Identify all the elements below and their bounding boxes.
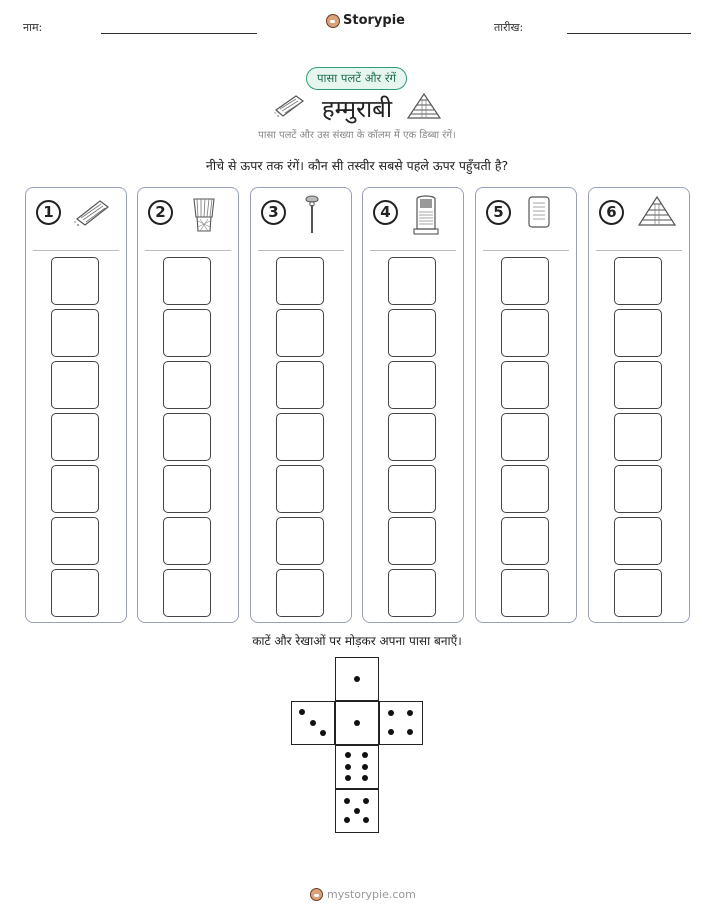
page-subtitle: पासा पलटें और उस संख्या के कॉलम में एक डिब्बा रंगें। (258, 130, 456, 141)
column-3 (250, 187, 352, 623)
dice-pip (345, 775, 351, 781)
color-box[interactable] (51, 413, 99, 461)
color-box[interactable] (501, 361, 549, 409)
dice-pip (354, 676, 360, 682)
dice-face-1 (335, 701, 379, 745)
color-box[interactable] (51, 257, 99, 305)
color-box[interactable] (163, 517, 211, 565)
color-box[interactable] (614, 413, 662, 461)
color-box[interactable] (51, 361, 99, 409)
column-number: 3 (261, 200, 286, 225)
color-box[interactable] (614, 465, 662, 513)
dice-face-5 (335, 789, 379, 833)
dice-pip (344, 817, 350, 823)
brand-logo (326, 13, 405, 28)
scepter-icon (297, 193, 327, 241)
color-box[interactable] (51, 309, 99, 357)
color-box[interactable] (163, 569, 211, 617)
date-label: तारीख: (494, 21, 524, 34)
color-box[interactable] (388, 465, 436, 513)
dice-pip (345, 764, 351, 770)
color-box[interactable] (276, 517, 324, 565)
dice-pip (388, 710, 394, 716)
color-box[interactable] (614, 517, 662, 565)
color-box[interactable] (163, 309, 211, 357)
dice-pip (320, 730, 326, 736)
dice-pip (299, 709, 305, 715)
column-header (486, 200, 511, 225)
column-divider (33, 250, 119, 251)
instruction-text: नीचे से ऊपर तक रंगें। कौन सी तस्वीर सबसे पहले ऊपर पहुँचती है? (205, 158, 509, 173)
color-box[interactable] (614, 257, 662, 305)
color-box[interactable] (501, 465, 549, 513)
ziggurat-icon (406, 92, 442, 122)
column-divider (258, 250, 344, 251)
dice-pip (354, 808, 360, 814)
dice-face-4 (379, 701, 423, 745)
color-box[interactable] (276, 309, 324, 357)
column-number: 2 (148, 200, 173, 225)
column-5 (475, 187, 577, 623)
color-box[interactable] (276, 413, 324, 461)
column-4 (362, 187, 464, 623)
color-box[interactable] (501, 413, 549, 461)
column-1 (25, 187, 127, 623)
color-box[interactable] (276, 465, 324, 513)
column-header (148, 200, 173, 225)
color-box[interactable] (163, 257, 211, 305)
dice-pip (407, 729, 413, 735)
color-box[interactable] (388, 309, 436, 357)
dice-pip (345, 752, 351, 758)
column-header (36, 200, 61, 225)
color-box[interactable] (614, 309, 662, 357)
column-2 (137, 187, 239, 623)
cut-instruction: काटें और रेखाओं पर मोड़कर अपना पासा बनाएँ। (252, 634, 462, 648)
column-number: 4 (373, 200, 398, 225)
color-box[interactable] (276, 257, 324, 305)
column-6 (588, 187, 690, 623)
dice-pip (388, 729, 394, 735)
color-box[interactable] (51, 517, 99, 565)
name-label: नाम: (23, 21, 43, 34)
color-box[interactable] (163, 465, 211, 513)
footer-url[interactable]: mystorypie.com (327, 888, 416, 901)
color-box[interactable] (501, 569, 549, 617)
column-number: 5 (486, 200, 511, 225)
color-box[interactable] (388, 413, 436, 461)
activity-pill: पासा पलटें और रंगें (306, 67, 407, 90)
footer (310, 888, 416, 901)
color-box[interactable] (501, 309, 549, 357)
color-box[interactable] (388, 257, 436, 305)
column-header (599, 200, 624, 225)
wheat-bundle-icon (184, 193, 224, 241)
color-box[interactable] (614, 361, 662, 409)
column-number: 1 (36, 200, 61, 225)
dice-face-1 (335, 657, 379, 701)
color-box[interactable] (276, 569, 324, 617)
storypie-icon (326, 14, 340, 28)
name-line[interactable] (101, 33, 257, 34)
storypie-footer-icon (310, 888, 323, 901)
column-divider (483, 250, 569, 251)
color-box[interactable] (51, 465, 99, 513)
color-box[interactable] (163, 413, 211, 461)
dice-face-3 (291, 701, 335, 745)
dice-pip (362, 775, 368, 781)
dice-pip (362, 752, 368, 758)
column-divider (145, 250, 231, 251)
page-title: हम्मुराबी (321, 95, 393, 123)
stone-tablet-icon (72, 193, 112, 237)
color-box[interactable] (388, 361, 436, 409)
color-box[interactable] (51, 569, 99, 617)
stele-icon (409, 193, 443, 241)
date-line[interactable] (567, 33, 691, 34)
color-box[interactable] (501, 517, 549, 565)
color-box[interactable] (501, 257, 549, 305)
color-box[interactable] (163, 361, 211, 409)
color-box[interactable] (388, 517, 436, 565)
ziggurat-icon (635, 193, 679, 235)
column-number: 6 (599, 200, 624, 225)
dice-pip (344, 798, 350, 804)
dice-pip (354, 720, 360, 726)
dice-pip (363, 798, 369, 804)
dice-pip (407, 710, 413, 716)
column-header (261, 200, 286, 225)
dice-face-6 (335, 745, 379, 789)
brand-name: Storypie (343, 13, 405, 28)
color-box[interactable] (614, 569, 662, 617)
dice-pip (310, 720, 316, 726)
column-divider (596, 250, 682, 251)
column-header (373, 200, 398, 225)
clay-tablet-icon (522, 193, 556, 237)
dice-pip (362, 764, 368, 770)
color-box[interactable] (388, 569, 436, 617)
column-divider (370, 250, 456, 251)
color-box[interactable] (276, 361, 324, 409)
dice-pip (363, 817, 369, 823)
